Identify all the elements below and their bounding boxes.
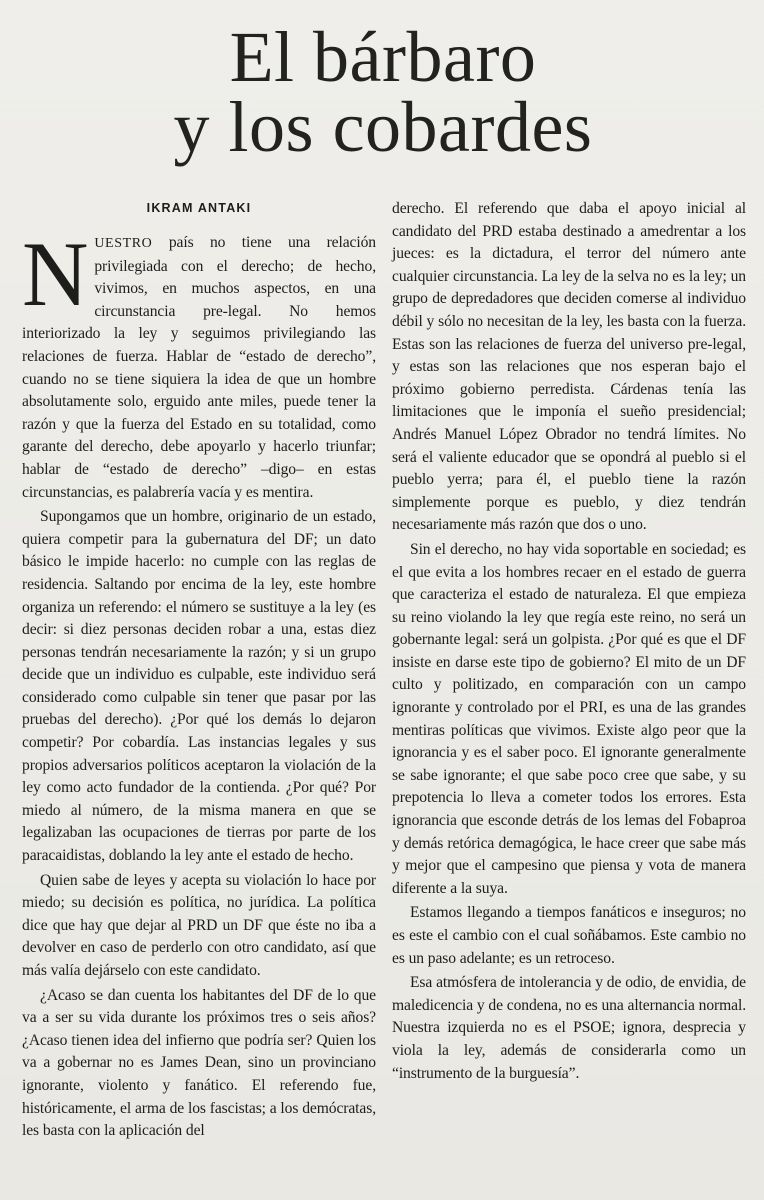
lead-in: UESTRO — [94, 236, 153, 251]
column-right — [392, 198, 746, 1143]
paragraph: ¿Acaso se dan cuenta los habitantes del DF de lo que va a ser su vida durante los próximos tres o seis años? ¿Acaso tienen idea del infierno que podría ser? Quien los va a gobernar no es James Dean, sino un provinciano ignorante, violento y fanático. El referendo fue, históricamente, el arma de los fascistas; a los demócratas, les basta con la aplicación del — [22, 986, 376, 1140]
headline-line-1: El bárbaro — [229, 17, 537, 97]
paragraph: Estamos llegando a tiempos fanáticos e inseguros; no es este el cambio con el cual soñábamos. Este cambio no es un paso adelante; es un retroceso. — [392, 904, 746, 967]
byline: IKRAM ANTAKI — [146, 201, 252, 215]
paragraph: Quien sabe de leyes y acepta su violación lo hace por miedo; su decisión es política, no jurídica. La política dice que hay que dejar al PRD un DF que éste no iba a devolver en caso de perderlo con otro candidato, así que más valía dejárselo con este candidato. — [22, 871, 376, 979]
paragraph: Sin el derecho, no hay vida soportable en sociedad; es el que evita a los hombres recaer en el estado de guerra que caracteriza el estado de naturaleza. El que empieza su reino violando la ley que regía este reino, no será un gobernante legal: será un golpista. ¿Por qué es que el DF insiste en darse este tipo de gobierno? El mito de un DF culto y politizado, en comparación con un campo ignorante y controlado por el PRI, es una de las grandes mentiras políticas que vivimos. Existe algo peor que la ignorancia y es el saber poco. El ignorante generalmente se sabe ignorante; el que sabe poco cree que sabe, y su prepotencia lo lleva a cometer todos los errores. Esta ignorancia que esconde detrás de los lemas del Fobaproa y demás retórica demagógica, le hace creer que sabe más y mejor que el campesino que piensa y vota de manera diferente a la suya. — [392, 540, 746, 897]
headline-line-2: y los cobardes — [173, 87, 593, 167]
article-body — [22, 198, 746, 1143]
column-left — [22, 198, 376, 1143]
paragraph: Esa atmósfera de intolerancia y de odio, de envidia, de maledicencia y de condena, no es una alternancia normal. Nuestra izquierda no es el PSOE; ignora, desprecia y viola la ley, además de considerarla como un “instrumento de la burguesía”. — [392, 974, 746, 1082]
paragraph — [22, 223, 376, 504]
paragraph: Supongamos que un hombre, originario de un estado, quiera competir para la gubernatura del DF; un dato básico le impide hacerlo: no cumple con las reglas de residencia. Saltando por encima de la ley, este hombre organiza un referendo: el número se sustituye a la ley (es decir: si diez personas deciden robar a una, estas diez personas tendrán necesariamente la razón; y si un grupo decide que un individuo es culpable, este individuo será considerado como culpable sin tener que pasar por las pruebas del derecho). ¿Por qué los demás lo dejaron competir? Por cobardía. Las instancias legales y sus propios adversarios políticos aceptaron la violación de la ley como acto fundador de la contienda. ¿Por qué? Por miedo al número, de la misma manera en que se legalizaban las ocupaciones de tierras por parte de los paracaidistas, doblando la ley ante el estado de hecho. — [22, 508, 376, 865]
article-headline — [22, 0, 744, 167]
paragraph-text: país no tiene una relación privilegiada con el derecho; de hecho, vivimos, en muchos aspectos, en una circunstancia pre-legal. No hemos interiorizado la ley y seguimos privilegiando las relaciones de fuerza. Hablar de “estado de derecho”, cuando no se tiene siquiera la idea de que un hombre absolutamente solo, erguido ante miles, puede tener la razón y que la fuerza del Estado en su totalidad, como garante del derecho, debe apoyarlo y hacerlo triunfar; hablar de “estado de derecho” –digo– en estas circunstancias, es palabrería vacía y es mentira. — [22, 234, 376, 501]
paragraph: derecho. El referendo que daba el apoyo inicial al candidato del PRD estaba destinado a amedrentar a los jueces: es la dictadura, el terror del número ante cualquier circunstancia. La ley de la selva no es la ley; un grupo de depredadores que deciden comerse al individuo débil y sólo no necesitan de la ley, les basta con la fuerza. Estas son las relaciones de fuerza del universo pre-legal, y estas son las relaciones que nos esperan bajo el próximo gobierno perredista. Cárdenas tenía las limitaciones que le imponía el sueño presidencial; Andrés Manuel López Obrador no tendrá límites. No será el valiente educador que se opondrá al pueblo si el pueblo yerra; para él, el pueblo tiene la razón simplemente porque es pueblo, y diez tendrán necesariamente más razón que dos o uno. — [392, 200, 746, 534]
drop-cap: N — [22, 223, 89, 325]
